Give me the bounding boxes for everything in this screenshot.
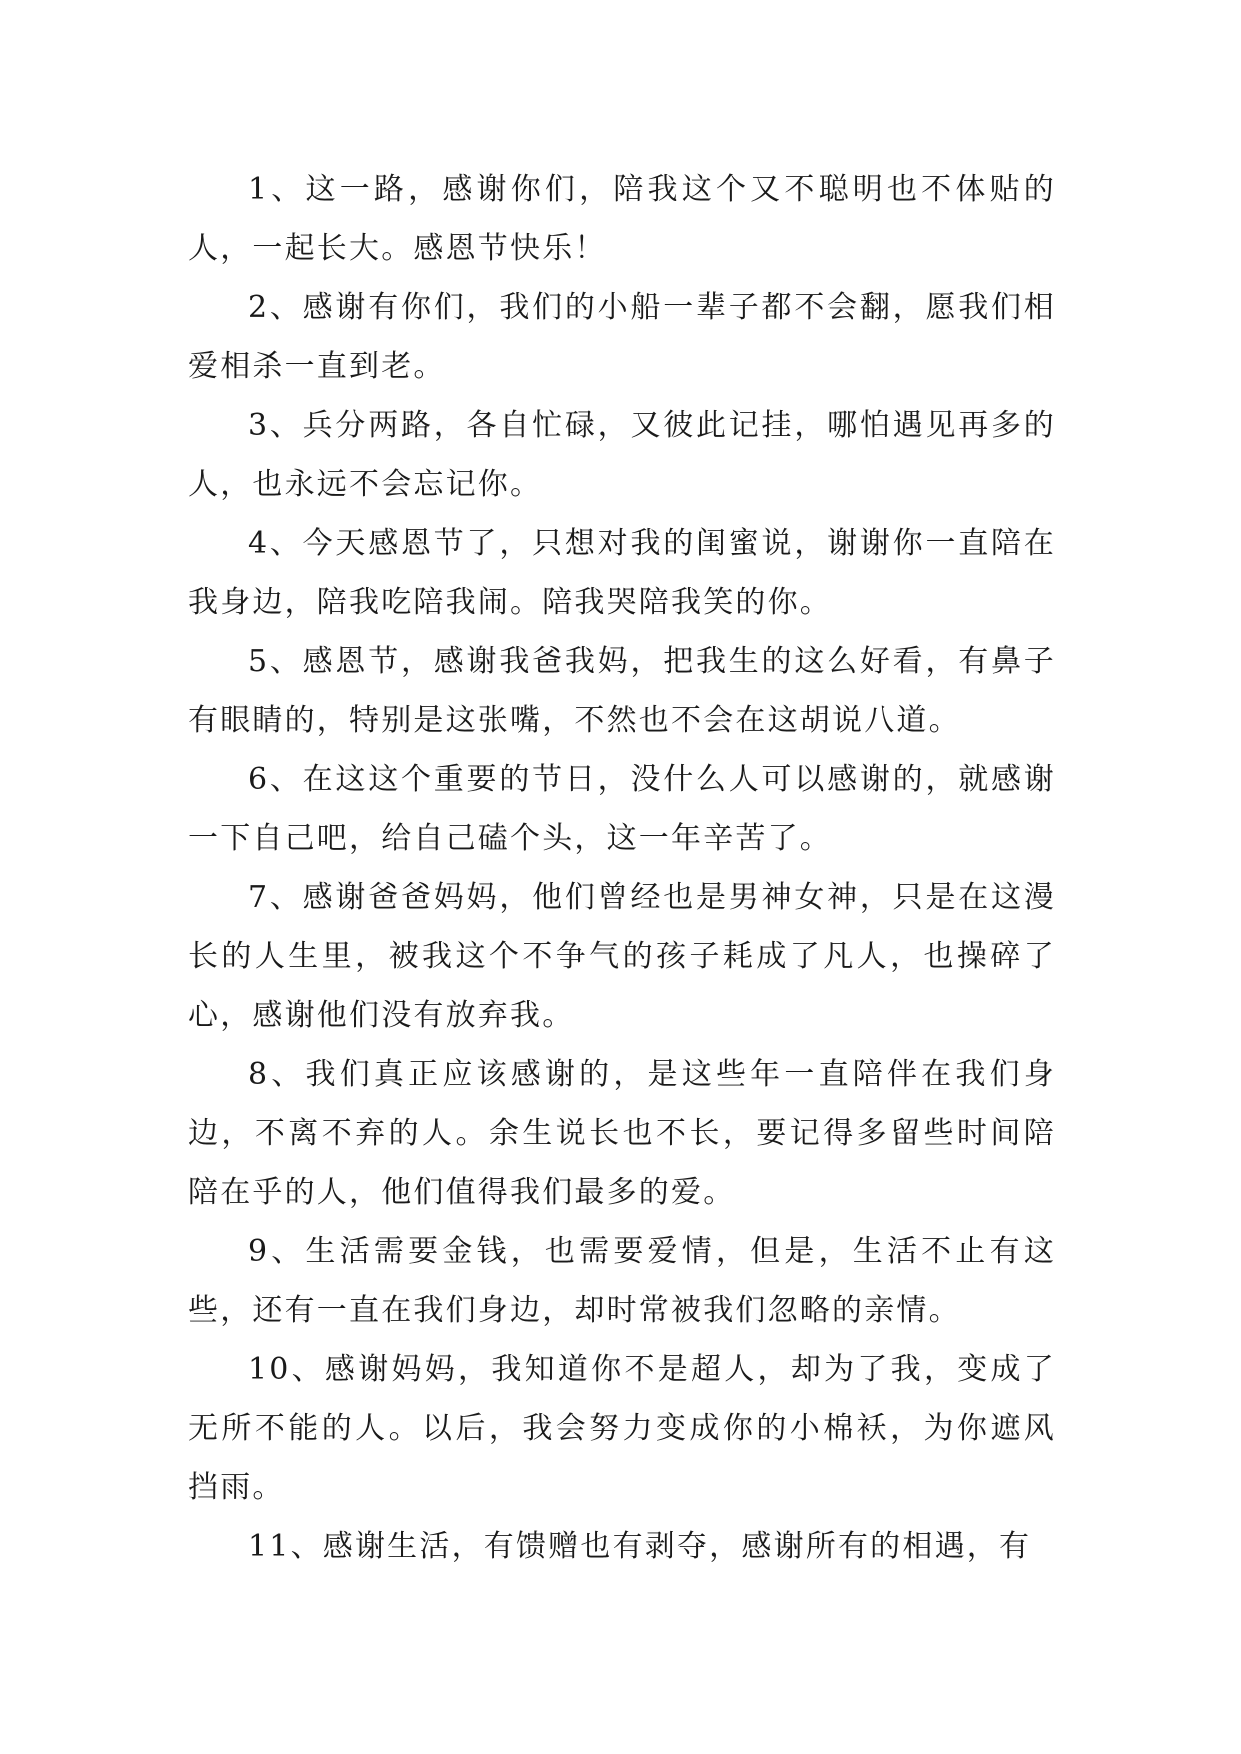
paragraph-2 bbox=[188, 278, 1056, 396]
paragraph-8 bbox=[188, 1045, 1056, 1222]
paragraph-11 bbox=[188, 1517, 1056, 1576]
paragraph-text: 4、今天感恩节了，只想对我的闺蜜说，谢谢你一直陪在我身边，陪我吃陪我闹。陪我哭陪我笑的你。 bbox=[188, 526, 1056, 620]
paragraph-9 bbox=[188, 1222, 1056, 1340]
paragraph-7 bbox=[188, 868, 1056, 1045]
paragraph-text: 6、在这这个重要的节日，没什么人可以感谢的，就感谢一下自己吧，给自己磕个头，这一年辛苦了。 bbox=[188, 762, 1056, 856]
paragraph-4 bbox=[188, 514, 1056, 632]
paragraph-text: 11、感谢生活，有馈赠也有剥夺，感谢所有的相遇，有 bbox=[248, 1529, 1032, 1564]
paragraph-10 bbox=[188, 1340, 1056, 1517]
paragraph-text: 9、生活需要金钱，也需要爱情，但是，生活不止有这些，还有一直在我们身边，却时常被我们忽略的亲情。 bbox=[188, 1234, 1056, 1328]
paragraph-text: 7、感谢爸爸妈妈，他们曾经也是男神女神，只是在这漫长的人生里，被我这个不争气的孩子耗成了凡人，也操碎了心，感谢他们没有放弃我。 bbox=[188, 880, 1056, 1033]
paragraph-1 bbox=[188, 160, 1056, 278]
paragraph-text: 3、兵分两路，各自忙碌，又彼此记挂，哪怕遇见再多的人，也永远不会忘记你。 bbox=[188, 408, 1056, 502]
paragraph-text: 8、我们真正应该感谢的，是这些年一直陪伴在我们身边，不离不弃的人。余生说长也不长，要记得多留些时间陪陪在乎的人，他们值得我们最多的爱。 bbox=[188, 1057, 1056, 1210]
paragraph-3 bbox=[188, 396, 1056, 514]
document-body bbox=[188, 160, 1056, 1576]
paragraph-text: 1、这一路，感谢你们，陪我这个又不聪明也不体贴的人，一起长大。感恩节快乐！ bbox=[188, 172, 1056, 266]
paragraph-text: 2、感谢有你们，我们的小船一辈子都不会翻，愿我们相爱相杀一直到老。 bbox=[188, 290, 1056, 384]
paragraph-text: 5、感恩节，感谢我爸我妈，把我生的这么好看，有鼻子有眼睛的，特别是这张嘴，不然也不会在这胡说八道。 bbox=[188, 644, 1056, 738]
paragraph-text: 10、感谢妈妈，我知道你不是超人，却为了我，变成了无所不能的人。以后，我会努力变成你的小棉袄，为你遮风挡雨。 bbox=[188, 1352, 1056, 1505]
paragraph-5 bbox=[188, 632, 1056, 750]
paragraph-6 bbox=[188, 750, 1056, 868]
